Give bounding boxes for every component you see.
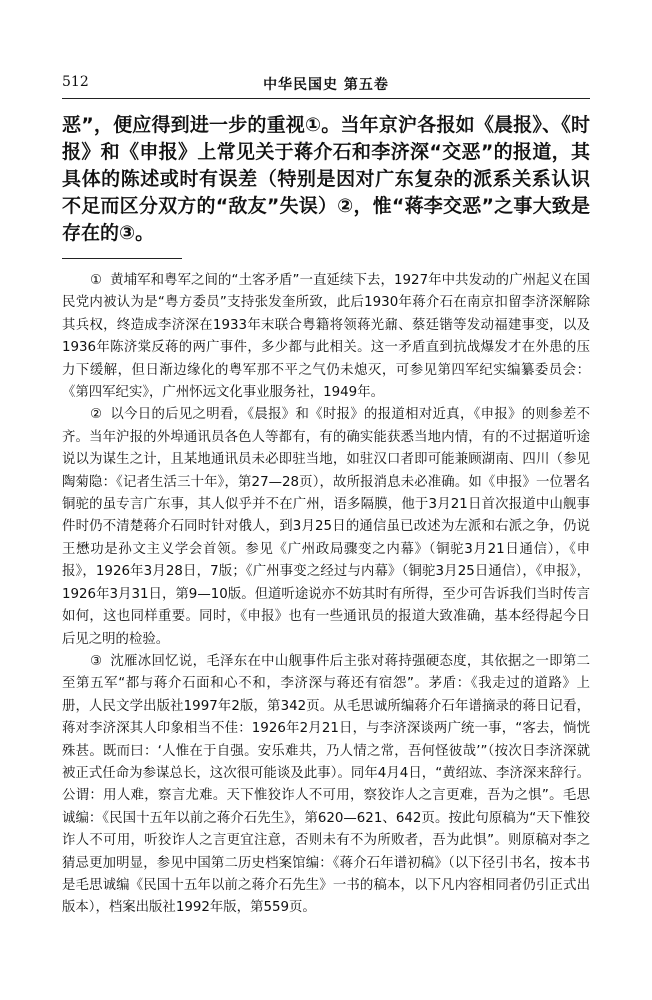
footnotes [62, 270, 590, 920]
footnote-marker: ① [90, 273, 103, 288]
footnote-text: 黄埔军和粤军之间的“土客矛盾”一直延续下去，1927年中共发动的广州起义在国民党内被认为是“粤方委员”支持张发奎所致，此后1930年蒋介石在南京扣留李济深解除其兵权，终造成李济深在1933年末联合粤籍将领蒋光鼐、蔡廷锴等发动福建事变，以及1936年陈济棠反蒋的两广事件，多少都与此相关。这一矛盾直到抗战爆发才在外患的压力下缓解，但日渐边缘化的粤军那不平之气仍未熄灭，可参见第四军纪实编纂委员会：《第四军纪实》，广州怀远文化事业服务社，1949年。 [62, 273, 590, 401]
main-text [62, 112, 590, 247]
footnote-2 [62, 404, 590, 650]
footnote-1 [62, 270, 590, 404]
footnote-text: 以今日的后见之明看，《晨报》和《时报》的报道相对近真，《申报》的则参差不齐。当年沪报的外埠通讯员各色人等都有，有的确实能获悉当地内情，有的不过据道听途说以为谋生之计，且某地通讯员未必即驻当地，如驻汉口者即可能兼顾湖南、四川（参见陶菊隐：《记者生活三十年》，第27—28页），故所报消息未必准确。如《申报》一位署名铜驼的虽专言广东事，其人似乎并不在广州，语多隔膜，他于3月21日首次报道中山舰事件时仍不清楚蒋介石同时针对俄人，到3月25日的通信虽已改述为左派和右派之争，仍说王懋功是孙文主义学会首领。参见《广州政局骤变之内幕》（铜驼3月21日通信），《申报》，1926年3月28日，7版；《广州事变之经过与内幕》（铜驼3月25日通信），《申报》，1926年3月31日，第9—10版。但道听途说亦不妨其时有所得，至少可告诉我们当时传言如何，这也同样重要。同时，《申报》也有一些通讯员的报道大致准确，基本经得起今日后见之明的检验。 [62, 407, 590, 647]
page-number: 512 [62, 74, 89, 90]
footnote-text: 沈雁冰回忆说，毛泽东在中山舰事件后主张对蒋持强硬态度，其依据之一即第二至第五军“都与蒋介石面和心不和，李济深与蒋还有宿怨”。茅盾：《我走过的道路》上册，人民文学出版社1997年2版，第342页。从毛思诚所编蒋介石年谱摘录的蒋日记看，蒋对李济深其人印象相当不佳：1926年2月21日，与李济深谈两广统一事，“客去，惝恍殊甚。既而曰：‘人惟在于自强。安乐难共，乃人情之常，吾何怪彼哉’”（按次日李济深就被正式任命为参谋总长，这次很可能谈及此事）。同年4月4日，“黄绍竑、李济深来辞行。公谓：用人难，察言尤难。天下惟狡诈人不可用，察狡诈人之言更难，吾为之惧”。毛思诚编：《民国十五年以前之蒋介石先生》，第620—621、642页。按此句原稿为“天下惟狡诈人不可用，听狡诈人之言更宜注意，否则未有不为所败者，吾为此惧”。则原稿对李之猜忌更加明显，参见中国第二历史档案馆编：《蒋介石年谱初稿》（以下径引书名，按本书是毛思诚编《民国十五年以前之蒋介石先生》一书的稿本，以下凡内容相同者仍引正式出版本），档案出版社1992年版，第559页。 [62, 653, 590, 916]
body-paragraph: 恶”，便应得到进一步的重视①。当年京沪各报如《晨报》、《时报》和《申报》上常见关于蒋介石和李济深“交恶”的报道，其具体的陈述或时有误差（特别是因对广东复杂的派系关系认识不足而区分双方的“敌友”失误）②，惟“蒋李交恶”之事大致是存在的③。 [62, 114, 590, 244]
footnote-separator [62, 258, 182, 259]
footnote-3 [62, 651, 590, 920]
footnote-marker: ③ [90, 653, 103, 669]
running-title: 中华民国史 第五卷 [263, 77, 389, 93]
page-header [62, 74, 590, 96]
footnote-marker: ② [90, 407, 103, 423]
header-rule [62, 98, 590, 99]
